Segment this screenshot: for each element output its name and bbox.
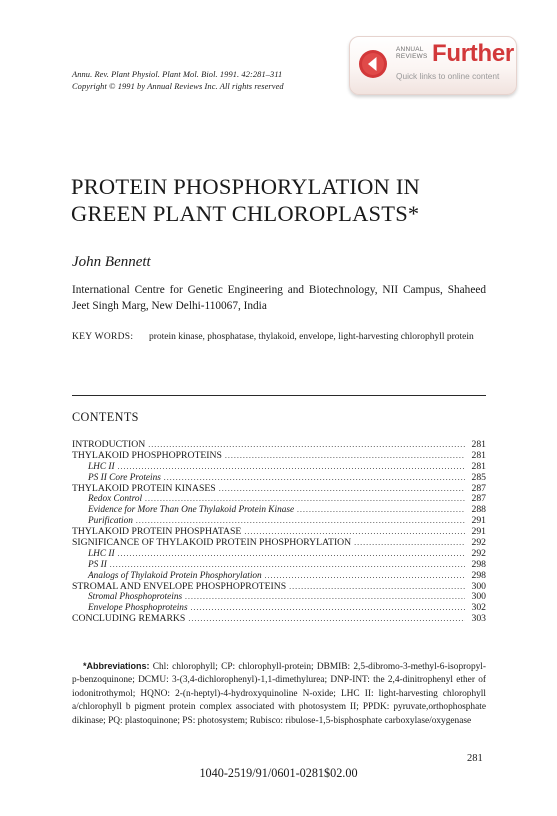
toc-entry[interactable]	[72, 591, 486, 602]
toc-leader-dots	[219, 484, 465, 493]
toc-entry-label: INTRODUCTION	[72, 439, 146, 450]
toc-entry[interactable]	[72, 461, 486, 472]
toc-entry-page: 287	[471, 482, 486, 494]
toc-leader-dots	[289, 582, 465, 591]
toc-leader-dots	[164, 473, 465, 482]
toc-entry-label: LHC II	[88, 461, 115, 472]
toc-entry-page: 288	[471, 504, 486, 516]
toc-entry[interactable]	[72, 493, 486, 504]
toc-leader-dots	[225, 451, 465, 460]
toc-entry[interactable]	[72, 570, 486, 581]
toc-entry-label: PS II	[88, 559, 107, 570]
table-of-contents	[72, 439, 486, 624]
toc-leader-dots	[191, 603, 465, 612]
toc-leader-dots	[136, 516, 465, 525]
keywords-list: protein kinase, phosphatase, thylakoid, envelope, light-harvesting chlorophyll protein	[149, 332, 474, 342]
toc-leader-dots	[148, 440, 465, 449]
toc-entry-label: STROMAL AND ENVELOPE PHOSPHOPROTEINS	[72, 580, 287, 592]
toc-entry-page: 292	[471, 537, 486, 549]
issn-line: 1040-2519/91/0601-0281$02.00	[199, 766, 358, 780]
toc-entry-label: Redox Control	[88, 494, 143, 505]
annual-reviews-wordmark: ANNUAL REVIEWS	[396, 46, 428, 60]
toc-entry-page: 291	[471, 515, 486, 527]
toc-leader-dots	[188, 614, 465, 623]
journal-citation-block	[72, 69, 342, 93]
toc-entry-page: 300	[471, 580, 486, 592]
toc-entry-page: 281	[471, 449, 486, 461]
toc-entry-page: 300	[471, 591, 486, 603]
toc-leader-dots	[297, 505, 465, 514]
contents-heading: CONTENTS	[72, 410, 139, 424]
toc-entry[interactable]	[72, 602, 486, 613]
abbreviations-text: Chl: chlorophyll; CP: chlorophyll-protein; DBMIB: 2,5-dibromo-3-methyl-6-isopropyl-p-benzoquinone; DCMU: 3-(3,4-dichlorophenyl)-1,1-dimethylurea; DNP-INT: the 2,4-dinitrophenyl ether of iodonitrothymol; HQNO: 2-(n-heptyl)-4-hydroxyquinoline N-oxide; LHC II: light-harvesting chlorophyll a/chlorophyll b pigment protein complex associated with photosystem II; PPDK: pyruvate,orthophosphate dikinase; PQ: plastoquinone; PS: photosystem; Rubisco: ribulose-1,5-bisphosphate carboxylase/oxygenase	[72, 662, 486, 726]
keywords-label: KEY WORDS:	[72, 332, 134, 342]
toc-leader-dots	[354, 538, 465, 547]
toc-entry-page: 291	[471, 526, 486, 538]
toc-entry[interactable]	[72, 559, 486, 570]
toc-entry[interactable]	[72, 537, 486, 548]
article-title	[71, 173, 491, 227]
page-number: 281	[467, 753, 483, 764]
toc-entry[interactable]	[72, 472, 486, 483]
toc-entry-page: 285	[471, 471, 486, 483]
toc-entry-label: LHC II	[88, 548, 115, 559]
toc-entry[interactable]	[72, 450, 486, 461]
toc-entry-label: THYLAKOID PHOSPHOPROTEINS	[72, 449, 222, 461]
toc-entry-page: 302	[471, 602, 486, 614]
toc-leader-dots	[145, 494, 465, 503]
article-title-line-1: PROTEIN PHOSPHORYLATION IN	[71, 174, 420, 199]
further-wordmark: Further	[432, 40, 514, 67]
toc-leader-dots	[110, 560, 465, 569]
copyright-notice: Copyright © 1991 by Annual Reviews Inc. All rights reserved	[72, 82, 284, 91]
toc-entry-page: 287	[471, 493, 486, 505]
abbreviations-footnote	[72, 660, 486, 728]
article-title-line-2: GREEN PLANT CHLOROPLASTS*	[71, 201, 420, 226]
abbreviations-label: *Abbreviations:	[83, 661, 150, 671]
toc-entry-label: Envelope Phosphoproteins	[88, 603, 188, 614]
toc-entry-label: Analogs of Thylakoid Protein Phosphorylation	[88, 570, 262, 581]
toc-entry-label: THYLAKOID PROTEIN PHOSPHATASE	[72, 526, 242, 538]
toc-entry[interactable]	[72, 613, 486, 624]
toc-entry-page: 298	[471, 569, 486, 581]
author-affiliation: International Centre for Genetic Engineering and Biotechnology, NII Campus, Shaheed Jeet Singh Marg, New Delhi-110067, India	[72, 284, 486, 312]
toc-entry-label: Stromal Phosphoproteins	[88, 592, 183, 603]
annual-reviews-further-badge[interactable]	[349, 36, 517, 95]
journal-citation: Annu. Rev. Plant Physiol. Plant Mol. Biol. 1991. 42:281–311	[72, 70, 283, 79]
toc-entry[interactable]	[72, 504, 486, 515]
toc-leader-dots	[185, 592, 465, 601]
toc-leader-dots	[118, 549, 465, 558]
toc-entry-label: Evidence for More Than One Thylakoid Protein Kinase	[88, 505, 295, 516]
toc-entry-label: SIGNIFICANCE OF THYLAKOID PROTEIN PHOSPHORYLATION	[72, 537, 352, 549]
toc-leader-dots	[244, 527, 465, 536]
further-tagline: Quick links to online content	[396, 71, 500, 81]
toc-leader-dots	[265, 571, 465, 580]
toc-entry[interactable]	[72, 581, 486, 592]
toc-entry[interactable]	[72, 483, 486, 494]
toc-entry-label: THYLAKOID PROTEIN KINASES	[72, 482, 216, 494]
section-divider	[72, 395, 486, 396]
toc-entry-label: Purification	[88, 516, 133, 527]
toc-entry[interactable]	[72, 526, 486, 537]
toc-entry-page: 281	[471, 439, 486, 450]
toc-entry[interactable]	[72, 548, 486, 559]
toc-entry-page: 298	[471, 558, 486, 570]
toc-entry-label: CONCLUDING REMARKS	[72, 613, 186, 625]
toc-entry-page: 281	[471, 460, 486, 472]
toc-entry-page: 303	[471, 613, 486, 625]
toc-entry-page: 292	[471, 547, 486, 559]
toc-leader-dots	[118, 462, 465, 471]
left-arrow-circle-icon	[358, 49, 388, 79]
toc-entry[interactable]	[72, 515, 486, 526]
author-name: John Bennett	[72, 254, 151, 270]
toc-entry[interactable]	[72, 439, 486, 450]
toc-entry-label: PS II Core Proteins	[88, 472, 161, 483]
